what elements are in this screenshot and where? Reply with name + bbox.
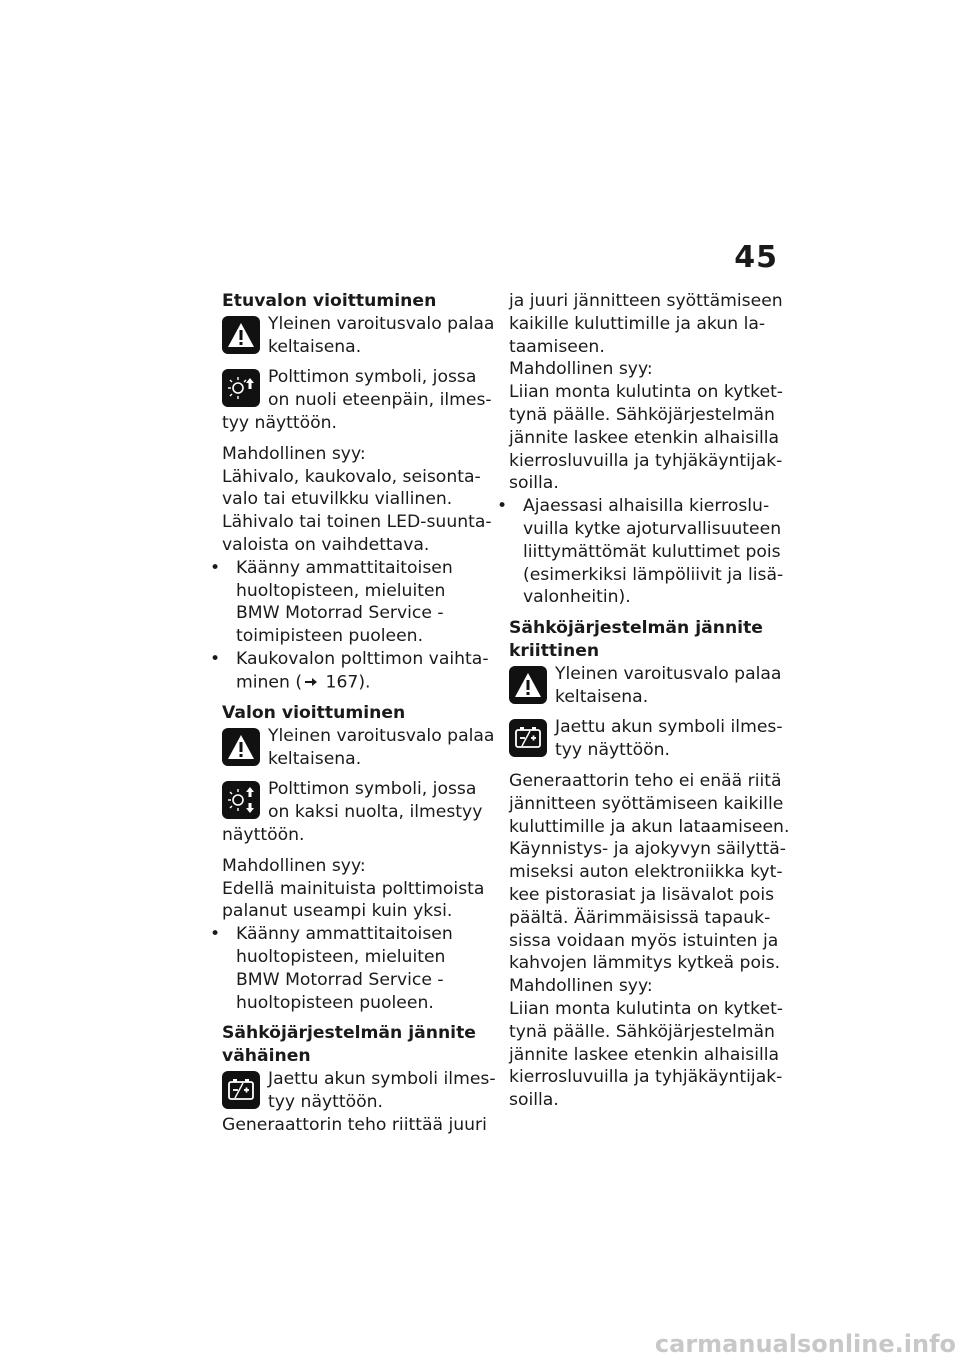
warning-row — [222, 725, 494, 771]
body-text: Generaattorin teho ei enää riitä — [509, 770, 782, 791]
body-text: Käynnistys- ja ajokyvyn säilyttä- — [509, 839, 786, 860]
warning-row — [222, 313, 494, 359]
bulb-two-arrows-icon — [222, 781, 260, 819]
bullet-item-cont: vuilla kytke ajoturvallisuuteen — [523, 518, 782, 539]
cause-text: jännite laskee etenkin alhaisilla — [509, 427, 780, 448]
lamp-row — [222, 778, 494, 824]
cause-label: Mahdollinen syy: — [222, 443, 366, 464]
page-ref-arrow-icon[interactable] — [304, 671, 318, 694]
cause-text: jännite laskee etenkin alhaisilla — [509, 1044, 780, 1065]
cause-text: Lähivalo, kaukovalo, seisonta- — [222, 466, 481, 487]
warning-text: Yleinen varoitusvalo palaa — [555, 663, 782, 684]
battery-icon — [222, 1071, 260, 1109]
warning-row — [509, 663, 781, 709]
cause-text: tynä päälle. Sähköjärjestelmän — [509, 404, 775, 425]
warning-triangle-icon — [222, 316, 260, 354]
warning-text: keltaisena. — [268, 748, 362, 769]
bullet-item-cont: (esimerkiksi lämpöliivit ja lisä- — [523, 564, 784, 585]
section-heading: Sähköjärjestelmän jännite — [509, 618, 763, 639]
body-text: kaikille kuluttimille ja akun la- — [509, 313, 766, 334]
cause-text: Liian monta kulutinta on kytket- — [509, 998, 784, 1019]
bullet-item: • Kaukovalon polttimon vaihta- — [222, 648, 494, 671]
battery-text: tyy näyttöön. — [555, 740, 671, 761]
section-heading: Etuvalon vioittuminen — [222, 291, 437, 311]
body-text: jännitteen syöttämiseen kaikille — [509, 793, 784, 814]
cause-text: soilla. — [509, 473, 559, 494]
bullet-ref-pre: minen ( — [236, 672, 303, 693]
bulb-arrow-up-icon — [222, 369, 260, 407]
body-text: sissa voidaan myös istuinten ja — [509, 930, 779, 951]
section-heading: vähäinen — [222, 1046, 311, 1067]
cause-text: palanut useampi kuin yksi. — [222, 901, 453, 922]
lamp-text-cont: tyy näyttöön. — [222, 412, 338, 433]
body-text: taamiseen. — [509, 336, 605, 357]
section-heading: kriittinen — [509, 640, 600, 661]
battery-icon — [509, 719, 547, 757]
cause-text: tynä päälle. Sähköjärjestelmän — [509, 1021, 775, 1042]
body-text: kuluttimille ja akun lataamiseen. — [509, 816, 790, 837]
section-heading: Valon vioittuminen — [222, 702, 406, 723]
body-text: ja juuri jännitteen syöttämiseen — [509, 291, 783, 311]
cause-text: kierrosluvuilla ja tyhjäkäyntijak- — [509, 450, 783, 471]
bullet-item: • Ajaessasi alhaisilla kierroslu- — [509, 495, 781, 518]
section-heading: Sähköjärjestelmän jännite — [222, 1023, 476, 1044]
battery-row — [509, 716, 781, 762]
bullet-item-cont: huoltopisteen, mieluiten — [236, 580, 446, 601]
bullet-item-cont: BMW Motorrad Service - — [236, 603, 444, 624]
warning-text: Yleinen varoitusvalo palaa — [268, 313, 495, 334]
bullet-item: • Käänny ammattitaitoisen — [222, 923, 494, 946]
warning-text: keltaisena. — [268, 336, 362, 357]
cause-text: valo tai etuvilkku viallinen. — [222, 489, 453, 510]
warning-triangle-icon — [222, 728, 260, 766]
cause-text: valoista on vaihdettava. — [222, 534, 430, 555]
battery-text: Jaettu akun symboli ilmes- — [555, 717, 783, 738]
body-text: kahvojen lämmitys kytkeä pois. — [509, 953, 781, 974]
body-text: miseksi auton elektroniikka kyt- — [509, 862, 783, 883]
lamp-text: on nuoli eteenpäin, ilmes- — [268, 390, 492, 411]
cause-label: Mahdollinen syy: — [222, 855, 366, 876]
cause-text: kierrosluvuilla ja tyhjäkäyntijak- — [509, 1067, 783, 1088]
bullet-item: • Käänny ammattitaitoisen — [222, 557, 494, 580]
cause-text: Lähivalo tai toinen LED-suunta- — [222, 512, 492, 533]
bullet-item-cont: huoltopisteen, mieluiten — [236, 946, 446, 967]
bullet-item-cont: huoltopisteen puoleen. — [236, 992, 434, 1013]
bullet-item-cont — [222, 671, 494, 694]
lamp-text: on kaksi nuolta, ilmestyy — [268, 802, 483, 823]
warning-text: keltaisena. — [555, 686, 649, 707]
body-text: Generaattorin teho riittää juuri — [222, 1114, 487, 1135]
cause-label: Mahdollinen syy: — [509, 976, 653, 997]
lamp-text: Polttimon symboli, jossa — [268, 779, 477, 800]
cause-text: soilla. — [509, 1090, 559, 1111]
page-number: 45 — [734, 240, 778, 275]
battery-text: Jaettu akun symboli ilmes- — [268, 1068, 496, 1089]
battery-text: tyy näyttöön. — [268, 1091, 384, 1112]
warning-triangle-icon — [509, 666, 547, 704]
bullet-item-cont: BMW Motorrad Service - — [236, 969, 444, 990]
battery-row — [222, 1068, 494, 1114]
cause-text: Edellä mainituista polttimoista — [222, 878, 485, 899]
lamp-text-cont: näyttöön. — [222, 824, 305, 845]
cause-label: Mahdollinen syy: — [509, 359, 653, 380]
cause-text: Liian monta kulutinta on kytket- — [509, 382, 784, 403]
body-text: päältä. Äärimmäisissä tapauk- — [509, 907, 771, 928]
left-column — [222, 290, 494, 1136]
right-column — [509, 290, 790, 1112]
bullet-item-cont: valonheitin). — [523, 587, 631, 608]
warning-text: Yleinen varoitusvalo palaa — [268, 725, 495, 746]
bullet-item-cont: toimipisteen puoleen. — [236, 626, 424, 647]
watermark: carmanualsonline.info — [654, 1330, 956, 1358]
bullet-item-cont: liittymättömät kuluttimet pois — [523, 541, 781, 562]
bullet-ref-post: 167). — [320, 672, 371, 693]
lamp-row — [222, 366, 494, 412]
lamp-text: Polttimon symboli, jossa — [268, 367, 477, 388]
body-text: kee pistorasiat ja lisävalot pois — [509, 884, 775, 905]
